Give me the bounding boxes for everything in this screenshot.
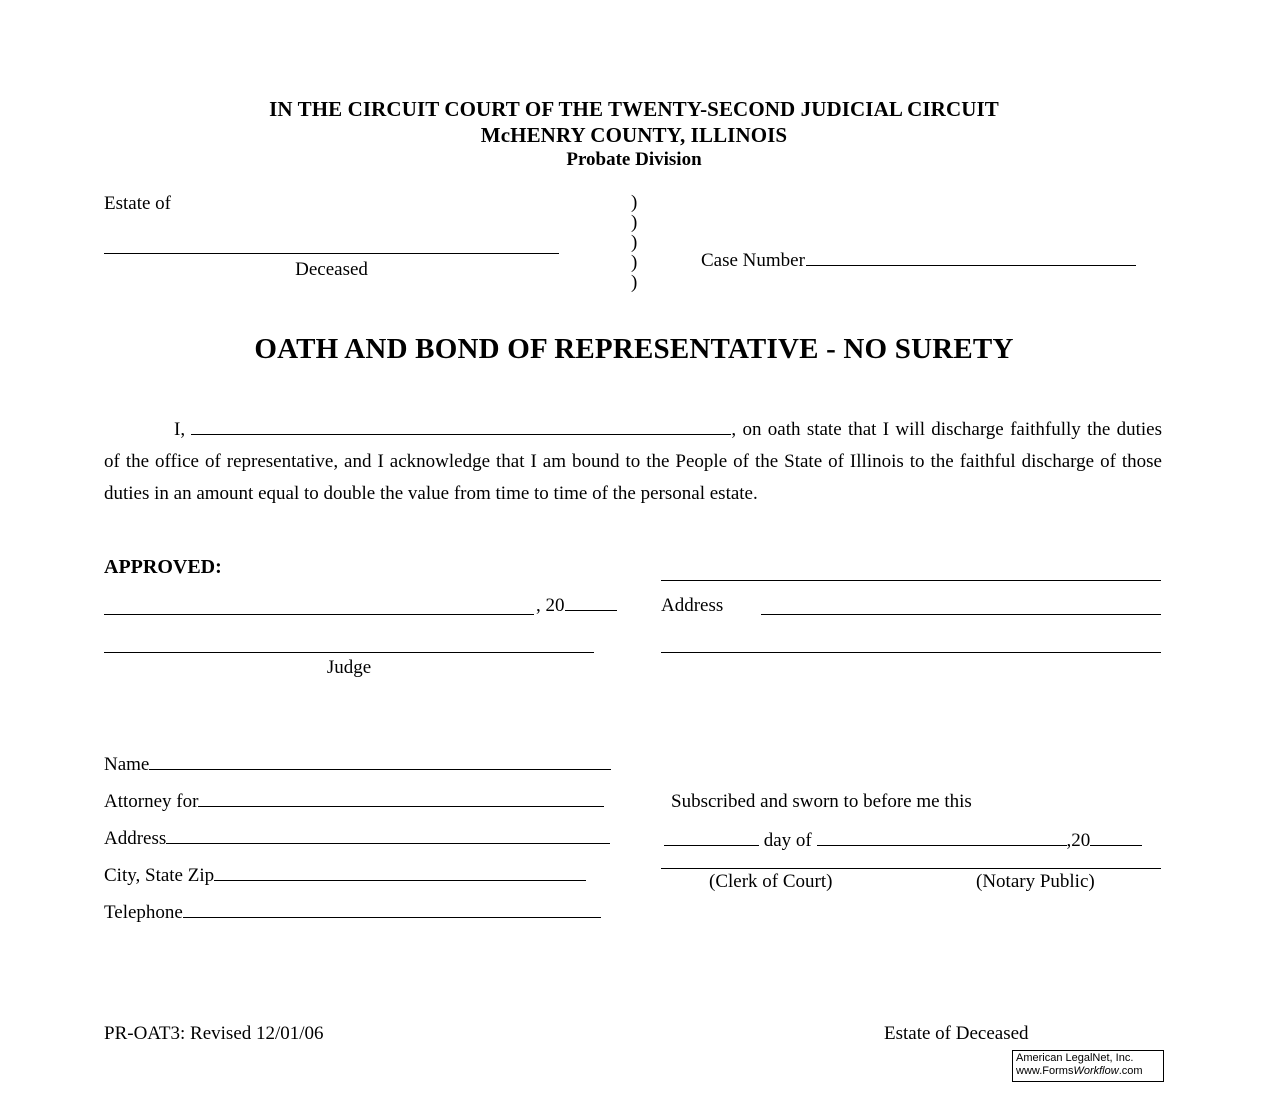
name-field[interactable]: [149, 755, 611, 770]
day-of-label: day of: [759, 830, 817, 852]
case-caption: [104, 192, 1164, 294]
address-field[interactable]: [166, 829, 610, 844]
representative-signature-field[interactable]: [661, 580, 1161, 581]
address-label: Address: [104, 828, 167, 850]
notary-public-label: (Notary Public): [976, 871, 1095, 893]
approval-year-label: , 20: [536, 595, 565, 617]
clerk-notary-signature-field[interactable]: [661, 868, 1161, 869]
legalnet-url-a: www.Forms: [1016, 1065, 1074, 1078]
oath-lead-text: I,: [174, 419, 192, 441]
approval-block: [104, 556, 1164, 706]
paren-4: ): [631, 252, 638, 274]
deceased-label: Deceased: [295, 259, 368, 281]
attorney-and-notary-block: [104, 754, 1164, 934]
address-field-right-line-2[interactable]: [661, 652, 1161, 653]
legalnet-company: American LegalNet, Inc.: [1016, 1052, 1134, 1064]
sworn-statement-text: Subscribed and sworn to before me this: [671, 791, 972, 813]
footer-estate-label: Estate of Deceased: [884, 1023, 1029, 1044]
approval-date-field[interactable]: [104, 614, 534, 615]
clerk-of-court-label: (Clerk of Court): [709, 871, 833, 893]
sworn-month-field[interactable]: [817, 831, 1067, 846]
court-header: [104, 0, 1164, 171]
estate-of-label: Estate of: [104, 193, 172, 215]
telephone-row: [104, 902, 601, 924]
paren-3: ): [631, 232, 638, 254]
city-state-zip-field[interactable]: [214, 866, 586, 881]
address-label-right: Address: [661, 595, 724, 617]
legalnet-stamp: [1012, 1050, 1164, 1082]
page-title: OATH AND BOND OF REPRESENTATIVE - NO SURETY: [254, 333, 1014, 366]
city-state-zip-label: City, State Zip: [104, 865, 215, 887]
court-header-line-2: McHENRY COUNTY, ILLINOIS: [480, 122, 788, 147]
representative-name-field[interactable]: [191, 420, 731, 435]
case-number-field[interactable]: [806, 251, 1136, 266]
sworn-date-row: [664, 830, 1142, 852]
approved-label: APPROVED:: [104, 556, 222, 579]
judge-signature-field[interactable]: [104, 652, 594, 653]
attorney-for-label: Attorney for: [104, 791, 199, 813]
oath-body-text: , on oath state that I will discharge faithfully the duties of the office of representative, and I acknowledge that I am bound to the People of the State of Illinois to the faithful discharge of those duties in an amount equal to double the value from time to time of the personal estate.: [104, 419, 1162, 505]
judge-label: Judge: [326, 657, 372, 679]
address-field-right-line-1[interactable]: [761, 614, 1161, 615]
name-row: [104, 754, 611, 776]
caption-paren-column: [631, 193, 637, 293]
telephone-field[interactable]: [183, 903, 601, 918]
telephone-label: Telephone: [104, 902, 183, 924]
sworn-year-field[interactable]: [1090, 831, 1142, 846]
sworn-year-prefix: ,20: [1066, 830, 1091, 852]
legalnet-url-b: Workflow: [1073, 1065, 1119, 1078]
case-number-row: [701, 250, 1136, 272]
approval-date-suffix: [536, 595, 617, 617]
case-number-label: Case Number: [701, 250, 805, 272]
legalnet-url: [1016, 1065, 1160, 1078]
paren-5: ): [631, 272, 638, 294]
paren-2: ): [631, 212, 638, 234]
court-header-division: Probate Division: [566, 149, 702, 171]
attorney-row: [104, 791, 604, 813]
form-body: [104, 0, 1164, 1100]
court-header-line-1: IN THE CIRCUIT COURT OF THE TWENTY-SECOND JUDICIAL CIRCUIT: [269, 97, 999, 121]
oath-paragraph: [104, 414, 1162, 510]
form-id-label: PR-OAT3: Revised 12/01/06: [104, 1023, 324, 1044]
attorney-for-field[interactable]: [198, 792, 604, 807]
approval-year-field[interactable]: [565, 596, 617, 611]
name-label: Name: [104, 754, 150, 776]
legalnet-url-c: .com: [1118, 1065, 1143, 1078]
sworn-day-field[interactable]: [664, 831, 759, 846]
paren-1: ): [631, 192, 638, 214]
address-row: [104, 828, 610, 850]
estate-name-field[interactable]: [104, 253, 559, 254]
city-row: [104, 865, 586, 887]
